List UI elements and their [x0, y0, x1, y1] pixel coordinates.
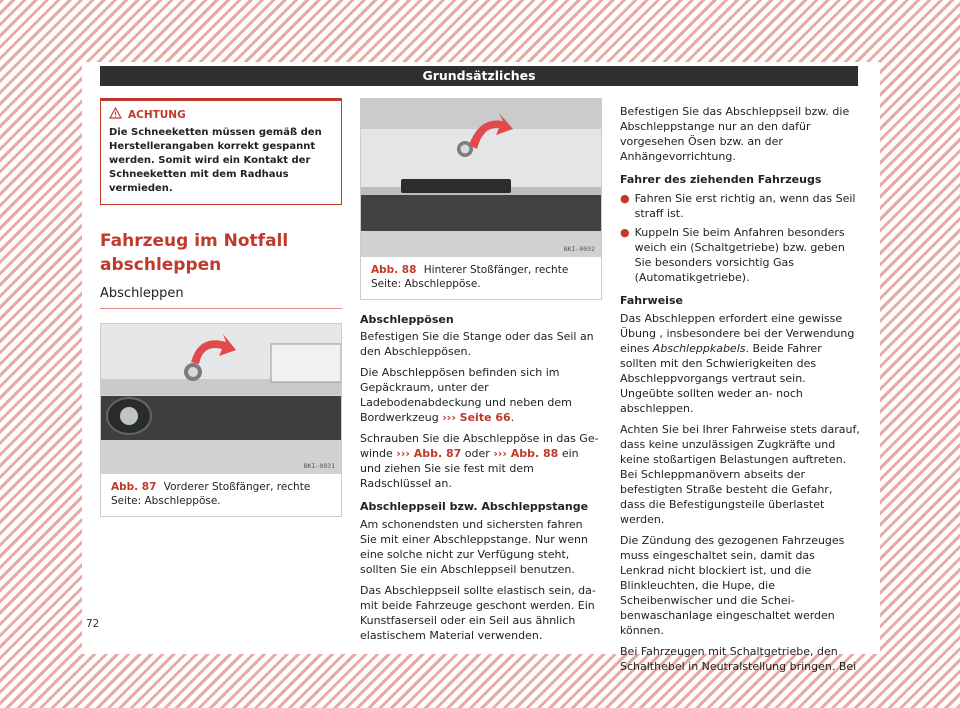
paragraph-text: ein und ziehen Sie sie fest mit dem Radschlüssel an. — [360, 447, 579, 490]
list-item — [620, 191, 860, 221]
paragraph — [360, 431, 602, 491]
heading-fahrweise: Fahrweise — [620, 294, 683, 307]
front-bumper-image — [101, 324, 341, 474]
paragraph-text: . — [510, 411, 515, 424]
chapter-header: Grundsätzliches — [100, 66, 858, 86]
figure-number: Abb. 88 — [371, 264, 417, 276]
figure-code: BKI-0032 — [563, 245, 595, 253]
emphasized-term: Abschleppkabels — [652, 342, 746, 355]
warning-text: Die Schneeketten müssen gemäß den Herstellerangaben korrekt gespannt werden. Somit wird ein Kontakt der Schneeketten mit dem Radhaus vermieden. — [109, 127, 322, 194]
warning-header — [109, 107, 333, 122]
bullet-icon: ● — [620, 226, 630, 239]
paragraph-text: oder — [464, 447, 490, 460]
paragraph — [620, 311, 860, 416]
subsection-title: Abschleppen — [100, 285, 342, 309]
figure-caption-text: Vorderer Stoßfänger, rechte Seite: Abschleppöse. — [111, 481, 311, 507]
paragraph-text: . Beide Fahrer sollten mit den Schwierigkeiten des Abschleppvorgangs vertraut sein. Ungeübte sollten weder an- noch abschleppen. — [620, 342, 822, 415]
paragraph: Befestigen Sie die Stange oder das Seil an den Abschleppösen. — [360, 330, 594, 358]
column-middle — [360, 98, 602, 643]
list-item — [620, 225, 860, 285]
warning-box — [100, 98, 342, 205]
paragraph: Am schonendsten und sichersten fahren Sie mit einer Abschleppstange. Nur wenn eine solche nicht zur Verfügung steht, sollten Sie ein Abschleppseil benutzen. — [360, 518, 588, 576]
paragraph-text: Schrauben Sie die Abschleppöse in das Gewinde — [360, 432, 599, 460]
list-item-text: Fahren Sie erst richtig an, wenn das Seil straff ist. — [634, 192, 856, 220]
figure-caption — [101, 474, 341, 516]
figure-reference-link[interactable]: ››› Abb. 87 — [396, 447, 462, 460]
figure-number: Abb. 87 — [111, 481, 157, 493]
page-reference-link[interactable]: ››› Seite 66 — [442, 411, 511, 424]
warning-label: ACHTUNG — [128, 108, 186, 121]
heading-abschleppoesen: Abschleppösen — [360, 313, 454, 326]
heading-abschleppseil: Abschleppseil bzw. Abschleppstange — [360, 500, 589, 513]
paragraph: Bei Fahrzeugen mit Schaltgetriebe, den Schalthebel in Neutralstellung bringen. Bei — [620, 645, 857, 673]
page-number: 72 — [86, 618, 100, 630]
paragraph: Die Zündung des gezogenen Fahrzeuges muss eingeschaltet sein, damit das Lenkrad nicht blockiert ist, und die Blinkleuchten, die Hupe, die Scheibenwischer und die Scheibenwaschanlage eingeschaltet werden können. — [620, 534, 845, 637]
column-left — [100, 98, 342, 517]
figure-88 — [360, 98, 602, 300]
heading-fahrer: Fahrer des ziehenden Fahrzeugs — [620, 173, 822, 186]
paragraph-text: Die Abschleppösen befinden sich im Gepäckraum, unter der Ladebodenabdeckung und neben dem Bordwerkzeug — [360, 366, 572, 424]
figure-caption — [361, 257, 601, 299]
warning-triangle-icon — [109, 107, 128, 122]
paragraph — [360, 365, 602, 425]
rear-bumper-image — [361, 99, 601, 257]
figure-87 — [100, 323, 342, 517]
list-item-text: Kuppeln Sie beim Anfahren besonders weich ein (Schaltgetriebe) bzw. geben Sie besonders vorsichtig Gas (Automatikgetriebe). — [634, 226, 845, 284]
paragraph: Achten Sie bei Ihrer Fahrweise stets darauf, dass keine unzulässigen Zugkräfte und keine stoßartigen Belastungen auftreten. Bei Schleppmanövern abseits der befestigten Straße besteht die Gefahr, dass die Befestigungsteile überlastet werden. — [620, 423, 860, 526]
paragraph: Das Abschleppseil sollte elastisch sein, damit beide Fahrzeuge geschont werden. Ein Kunstfaserseil oder ein Seil aus ähnlich elastischem Material verwenden. — [360, 584, 596, 642]
paragraph-text: Das Abschleppen erfordert eine gewisse Übung , insbesondere bei der Verwendung eines — [620, 312, 855, 355]
figure-caption-text: Hinterer Stoßfänger, rechte Seite: Abschleppöse. — [371, 264, 569, 290]
figure-reference-link[interactable]: ››› Abb. 88 — [493, 447, 559, 460]
figure-code: BKI-0031 — [303, 462, 335, 470]
column-right — [620, 104, 860, 674]
section-title: Fahrzeug im Notfall abschleppen — [100, 231, 289, 275]
paragraph: Befestigen Sie das Abschleppseil bzw. die Abschleppstange nur an den dafür vorgesehen Ösen bzw. an der Anhängevorrichtung. — [620, 105, 850, 163]
bullet-icon: ● — [620, 192, 630, 205]
